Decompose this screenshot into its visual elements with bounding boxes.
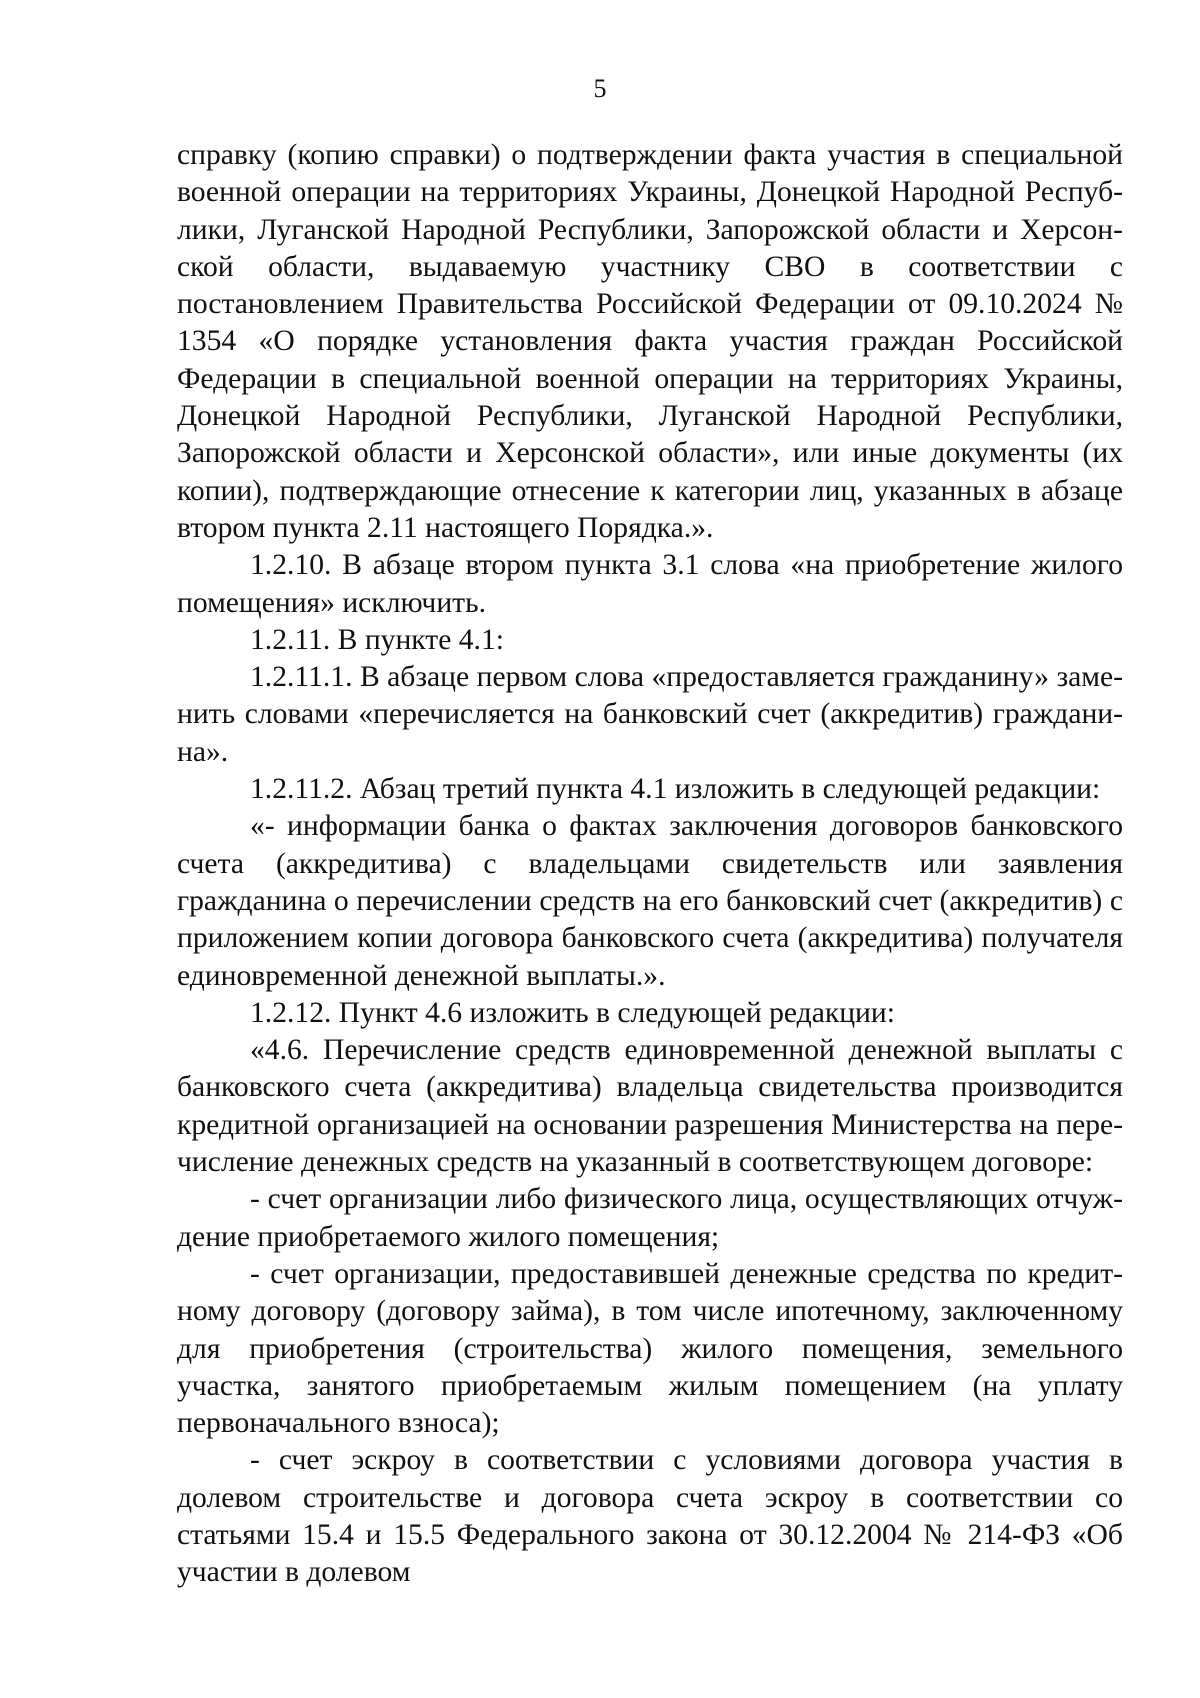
- paragraph-certificate-continuation: справку (копию справки) о подтверждении факта участия в специальной военной операции на территориях Украины, Донецкой Народной Республики, Луганской Народной Республики, Запорожской области и Херсонской области, выдаваемую участнику СВО в соответствии с постановлением Правительства Российской Федерации от 09.10.2024 № 1354 «О порядке установления факта участия граждан Российской Федерации в специальной военной операции на территориях Украины, Донецкой Народной Республики, Луганской Народной Республики, Запорожской области и Херсонской области», или иные документы (их копии), подтверждающие отнесение к категории лиц, указанных в абзаце втором пункта 2.11 настоящего Порядка.».: [177, 139, 1123, 544]
- page-number: 5: [593, 74, 607, 103]
- paragraph-1-2-12: 1.2.12. Пункт 4.6 изложить в следующей редакции:: [250, 996, 895, 1029]
- document-body: [177, 137, 1123, 1592]
- list-item-lender-account: - счет организации, предоставившей денежные средства по кредитному договору (договору займа), в том числе ипотечному, заключенному для приобретения (строительства) жилого помещения, земельного участка, занятого приобретаемым жилым помещением (на уплату первоначального взноса);: [177, 1257, 1123, 1440]
- paragraph-1-2-11-1: 1.2.11.1. В абзаце первом слова «предоставляется гражданину» заменить словами «перечисляется на банковский счет (аккредитив) гражданина».: [177, 661, 1123, 768]
- list-item-seller-account: - счет организации либо физического лица, осуществляющих отчуждение приобретаемого жилого помещения;: [177, 1183, 1123, 1253]
- paragraph-1-2-11: 1.2.11. В пункте 4.1:: [250, 623, 504, 656]
- paragraph-1-2-11-2: 1.2.11.2. Абзац третий пункта 4.1 изложить в следующей редакции:: [250, 773, 1101, 806]
- list-item-escrow-account: - счет эскроу в соответствии с условиями договора участия в долевом строительстве и договора счета эскроу в соответствии со статьями 15.4 и 15.5 Федерального закона от 30.12.2004 № 214-ФЗ «Об участии в долевом: [177, 1444, 1123, 1589]
- paragraph-1-2-10: 1.2.10. В абзаце втором пункта 3.1 слова «на приобретение жилого помещения» исключить.: [177, 549, 1123, 619]
- paragraph-4-6: «4.6. Перечисление средств единовременной денежной выплаты с банковского счета (аккредитива) владельца свидетельства производится кредитной организацией на основании разрешения Министерства на перечисление денежных средств на указанный в соответствующем договоре:: [177, 1034, 1123, 1179]
- paragraph-bank-information: «- информации банка о фактах заключения договоров банковского счета (аккредитива) с владельцами свидетельств или заявления гражданина о перечислении средств на его банковский счет (аккредитив) с приложением копии договора банковского счета (аккредитива) получателя единовременной денежной выплаты.».: [177, 810, 1123, 992]
